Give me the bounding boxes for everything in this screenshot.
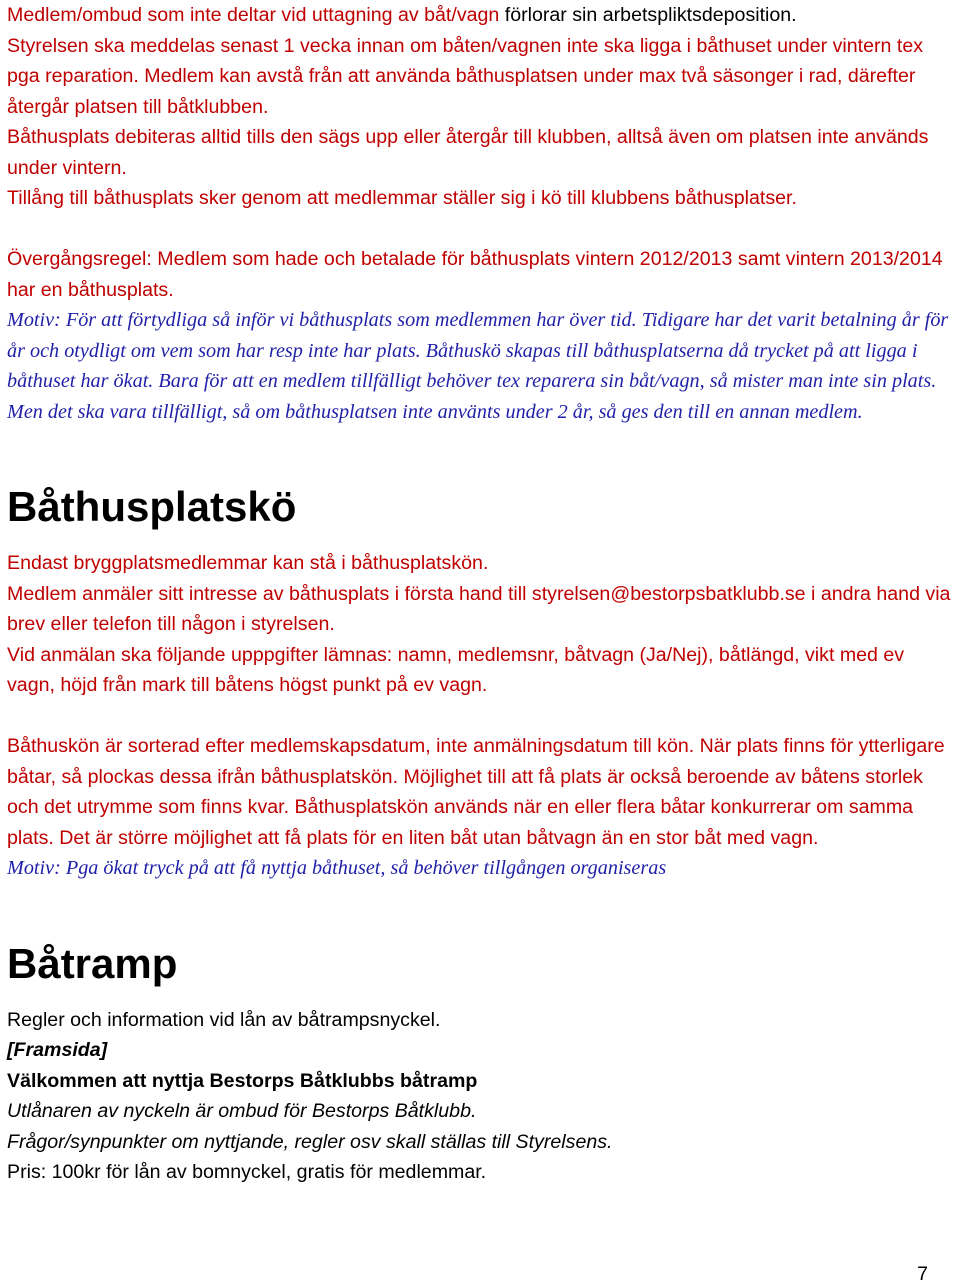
transition-rule: Övergångsregel: Medlem som hade och betalade för båthusplats vintern 2012/2013 samt vintern 2013/2014 har en båthusplats. (7, 248, 943, 301)
spacer (7, 884, 957, 940)
paragraph-utlanaren: Utlånaren av nyckeln är ombud för Bestorps Båtklubb. (7, 1100, 477, 1122)
text-styrelsen-meddelas: Styrelsen ska meddelas senast 1 vecka innan om båten/vagnen inte ska ligga i båthuset under vintern tex pga reparation. (7, 34, 924, 87)
text-tillgang: Tillång till båthusplats sker genom att medlemmar ställer sig i kö till klubbens båthusplatser. (7, 187, 797, 209)
paragraph-pris: Pris: 100kr för lån av bomnyckel, gratis för medlemmar. (7, 1161, 487, 1183)
spacer (7, 988, 957, 1005)
text-deltar-uttagning: Medlem/ombud som inte deltar vid uttagning av båt/vagn (7, 4, 500, 26)
paragraph-framsida: [Framsida] (7, 1039, 108, 1061)
heading-batramp: Båtramp (7, 939, 178, 987)
spacer (7, 531, 957, 548)
text-arbetsplikt: förlorar sin arbetspliktsdeposition. (499, 4, 797, 26)
page-number: 7 (917, 1263, 928, 1285)
paragraph-bryggplats: Endast bryggplatsmedlemmar kan stå i båthusplatskön. (7, 552, 489, 574)
spacer (7, 701, 957, 732)
text-avsta: Medlem kan avstå från att använda båthusplatsen under max två säsonger i rad, därefter återgår platsen till båtklubben. (7, 65, 916, 118)
document-page (7, 0, 957, 1188)
paragraph-regler: Regler och information vid lån av båtrampsnyckel. (7, 1008, 441, 1031)
motiv-2: Motiv: Pga ökat tryck på att få nyttja båthuset, så behöver tillgången organiseras (7, 857, 667, 879)
spacer (7, 427, 957, 483)
heading-bathusplatsko: Båthusplatskö (7, 483, 297, 530)
paragraph-uppgifter: Vid anmälan ska följande upppgifter lämnas: namn, medlemsnr, båtvagn (Ja/Nej), båtlängd, vikt med ev vagn, höjd från mark till båtens högst punkt på ev vagn. (7, 643, 905, 696)
paragraph-fragor: Frågor/synpunkter om nyttjande, regler osv skall ställas till Styrelsens. (7, 1130, 613, 1153)
spacer (7, 214, 957, 245)
paragraph-sortering: Båthuskön är sorterad efter medlemskapsdatum, inte anmälningsdatum till kön. När plats finns för ytterligare båtar, så plockas dessa ifrån båthusplatskön. Möjlighet till att få plats är också beroende av båtens storlek och det utrymme som finns kvar. Båthusplatskön används när en eller flera båtar konkurrerar om samma plats. Det är större möjlighet att få plats för en liten båt utan båtvagn än en stor båt med vagn. (7, 735, 945, 849)
motiv-1: Motiv: För att förtydliga så inför vi båthusplats som medlemmen har över tid. Tidigare har det varit betalning år för år och otydligt om vem som har resp inte har plats. Båthuskö skapas till båthusplatserna då trycket på att ligga i båthuset har ökat. Bara för att en medlem tillfälligt behöver tex reparera sin båt/vagn, så mister man inte sin plats. Men det ska vara tillfälligt, så om båthusplatsen inte använts under 2 år, så ges den till en annan medlem. (7, 309, 949, 423)
paragraph-1 (7, 0, 957, 214)
paragraph-valkommen: Välkommen att nyttja Bestorps Båtklubbs båtramp (7, 1069, 478, 1092)
text-debiteras: Båthusplats debiteras alltid tills den sägs upp eller återgår till klubben, alltså även om platsen inte används under vintern. (7, 126, 929, 179)
paragraph-anmaler: Medlem anmäler sitt intresse av båthusplats i första hand till styrelsen@bestorpsbatklubb.se i andra hand via brev eller telefon till någon i styrelsen. (7, 582, 951, 635)
